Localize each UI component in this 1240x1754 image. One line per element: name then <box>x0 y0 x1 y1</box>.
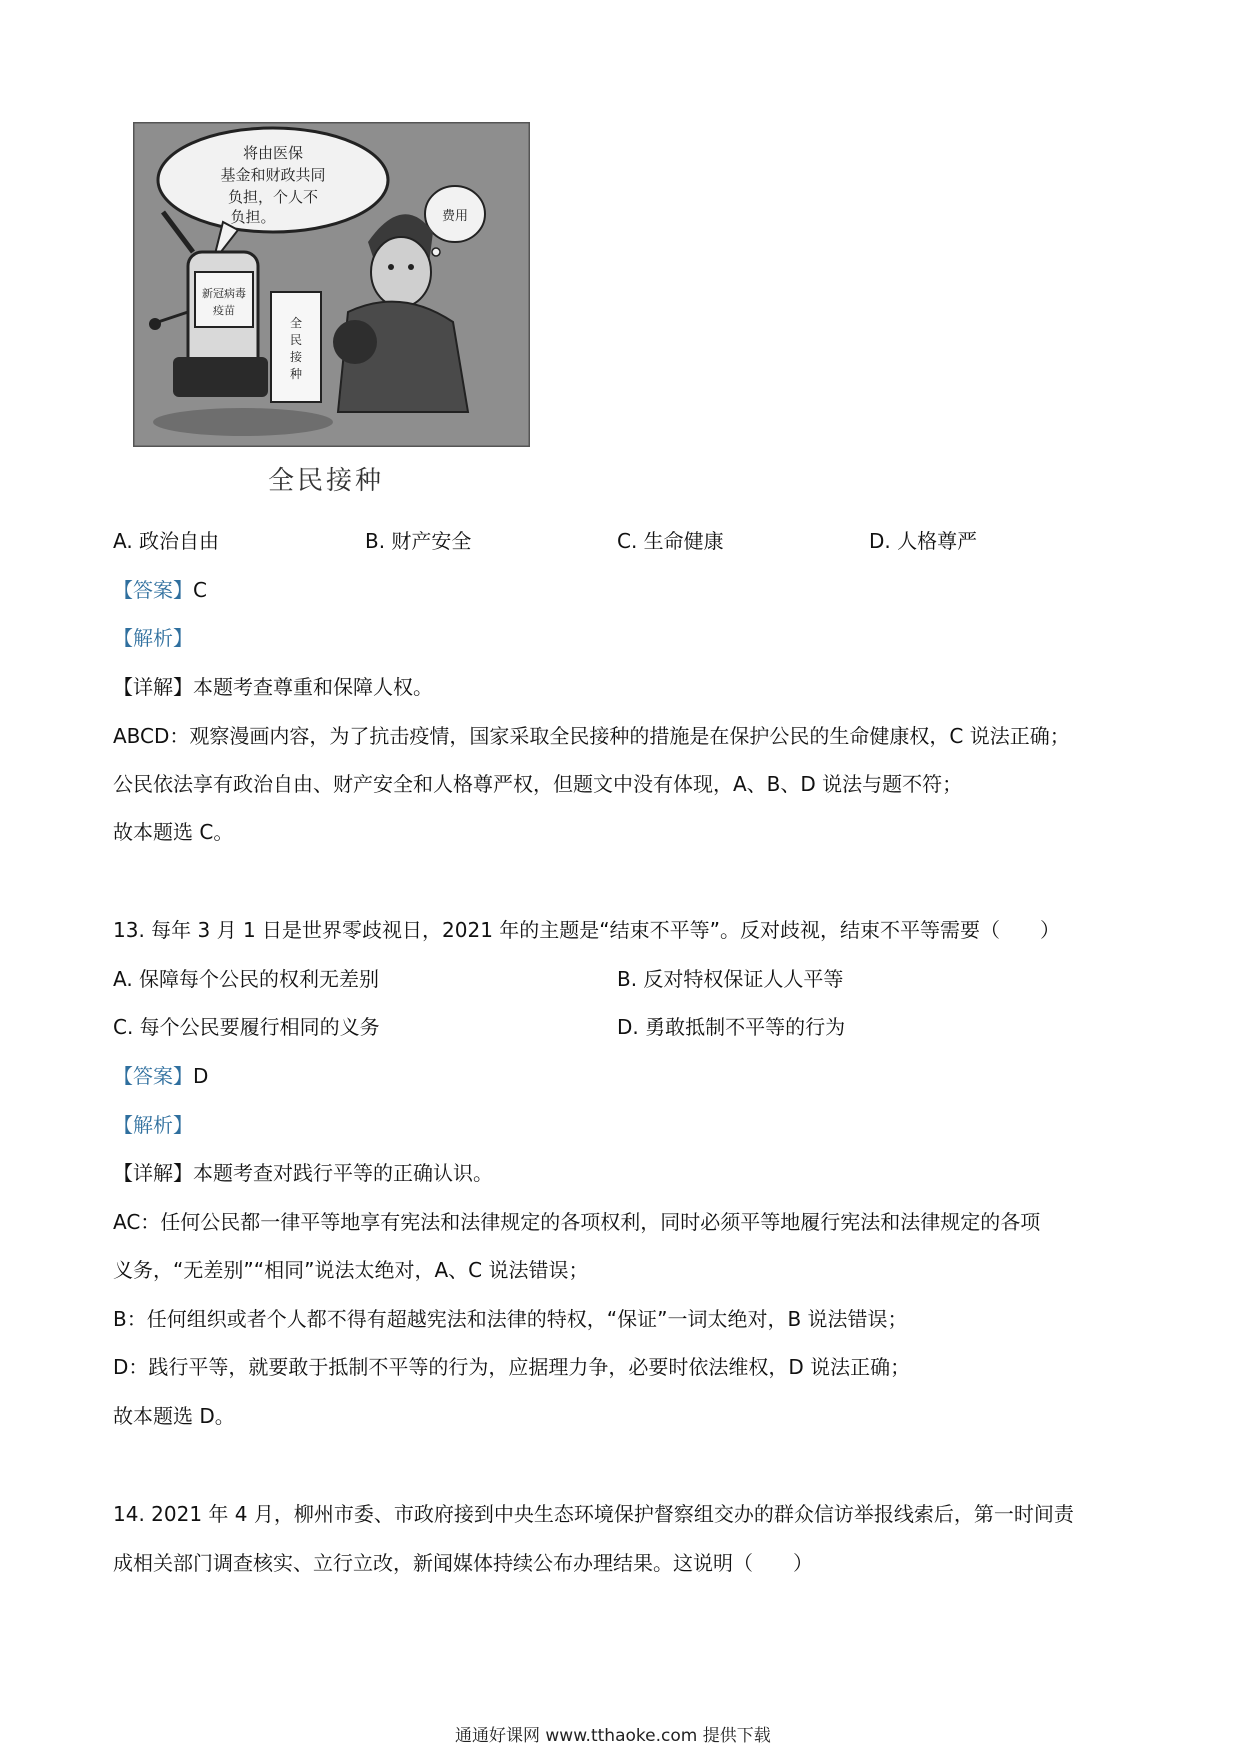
q12-option-c: C. 生命健康 <box>617 529 724 553</box>
svg-text:新冠病毒: 新冠病毒 <box>202 287 246 300</box>
q13-line: 故本题选 D。 <box>113 1404 235 1428</box>
q13-detail: 【详解】本题考查对践行平等的正确认识。 <box>113 1161 493 1185</box>
svg-text:接: 接 <box>289 350 303 364</box>
q13-option-a: A. 保障每个公民的权利无差别 <box>113 967 380 991</box>
q13-option-b: B. 反对特权保证人人平等 <box>617 967 844 991</box>
svg-text:基金和财政共同: 基金和财政共同 <box>220 166 326 184</box>
q13-option-d: D. 勇敢抵制不平等的行为 <box>617 1015 846 1039</box>
answer-value: C <box>193 578 207 602</box>
svg-text:负担。: 负担。 <box>230 208 276 226</box>
svg-text:疫苗: 疫苗 <box>213 304 235 317</box>
q13-option-c: C. 每个公民要履行相同的义务 <box>113 1015 380 1039</box>
svg-text:费用: 费用 <box>441 209 469 224</box>
q13-line: 义务，“无差别”“相同”说法太绝对，A、C 说法错误； <box>113 1258 589 1282</box>
svg-text:种: 种 <box>289 367 303 381</box>
q12-detail: 【详解】本题考查尊重和保障人权。 <box>113 675 433 699</box>
svg-text:将由医保: 将由医保 <box>242 144 304 162</box>
q12-line: 公民依法享有政治自由、财产安全和人格尊严权，但题文中没有体现，A、B、D 说法与题不符； <box>113 772 963 796</box>
svg-text:全: 全 <box>289 316 303 330</box>
q12-analysis-tag: 【解析】 <box>113 626 193 650</box>
cartoon-drawing <box>133 122 530 447</box>
q13-line: D：践行平等，就要敢于抵制不平等的行为，应据理力争，必要时依法维权，D 说法正确； <box>113 1355 911 1379</box>
answer-value: D <box>193 1064 209 1088</box>
q12-option-d: D. 人格尊严 <box>869 529 978 553</box>
q12-line: ABCD：观察漫画内容，为了抗击疫情，国家采取全民接种的措施是在保护公民的生命健康权，C 说法正确； <box>113 724 1070 748</box>
cartoon-image <box>133 122 530 447</box>
q12-answer <box>113 576 207 604</box>
svg-text:负担，个人不: 负担，个人不 <box>227 188 319 206</box>
answer-tag: 【答案】 <box>113 578 193 602</box>
q14-stem-line: 成相关部门调查核实、立行立改，新闻媒体持续公布办理结果。这说明（ ） <box>113 1551 813 1575</box>
svg-text:民: 民 <box>289 333 303 347</box>
q12-line: 故本题选 C。 <box>113 820 234 844</box>
q13-line: B：任何组织或者个人都不得有超越宪法和法律的特权，“保证”一词太绝对，B 说法错误； <box>113 1307 908 1331</box>
cartoon-caption: 全民接种 <box>268 466 385 496</box>
q13-line: AC：任何公民都一律平等地享有宪法和法律规定的各项权利，同时必须平等地履行宪法和法律规定的各项 <box>113 1210 1041 1234</box>
q14-stem-line: 14. 2021 年 4 月，柳州市委、市政府接到中央生态环境保护督察组交办的群众信访举报线索后，第一时间责 <box>113 1502 1074 1526</box>
page-footer: 通通好课网 www.tthaoke.com 提供下载 <box>455 1726 771 1746</box>
answer-tag: 【答案】 <box>113 1064 193 1088</box>
q12-option-b: B. 财产安全 <box>365 529 472 553</box>
q13-analysis-tag: 【解析】 <box>113 1113 193 1137</box>
q13-stem: 13. 每年 3 月 1 日是世界零歧视日，2021 年的主题是“结束不平等”。反对歧视，结束不平等需要（ ） <box>113 918 1061 942</box>
q13-answer <box>113 1062 208 1090</box>
q12-option-a: A. 政治自由 <box>113 529 220 553</box>
